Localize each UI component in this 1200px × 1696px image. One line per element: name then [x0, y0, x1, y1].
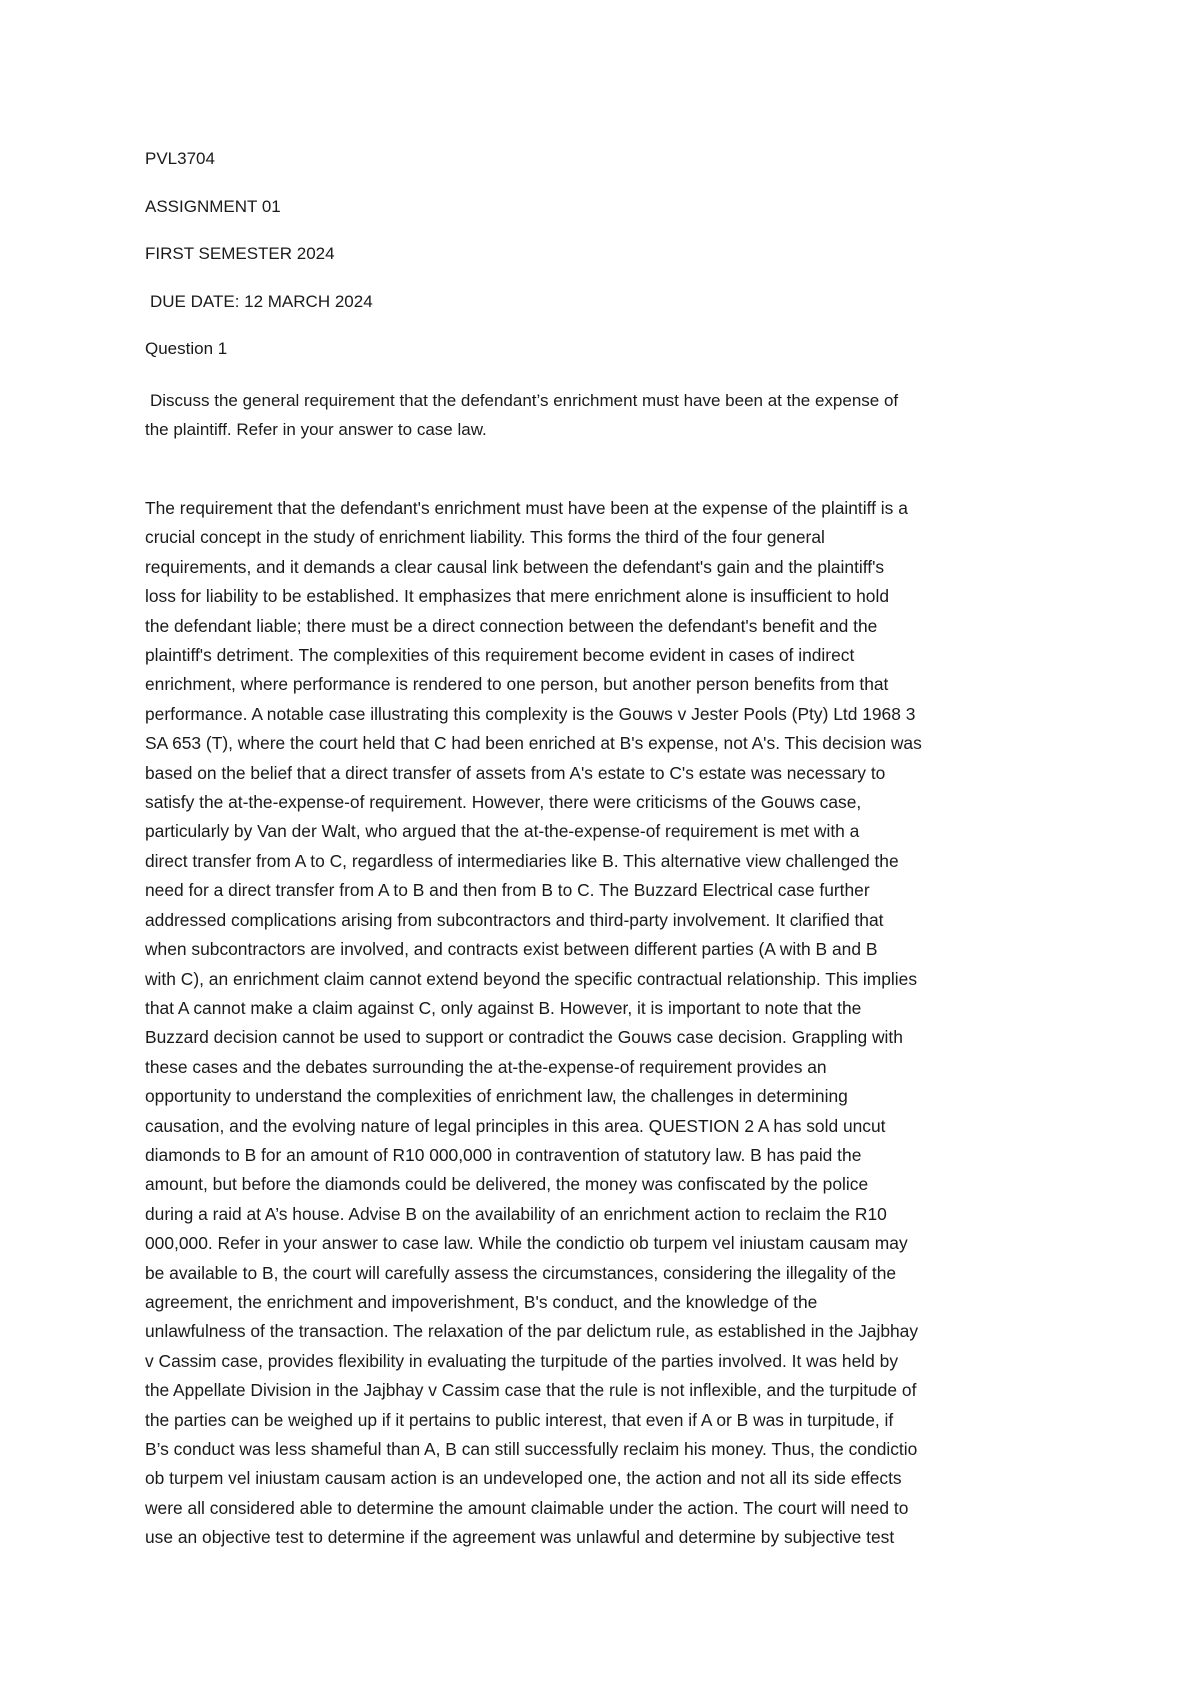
answer-line: v Cassim case, provides flexibility in evaluating the turpitude of the parties involved. It was held by: [145, 1350, 899, 1371]
answer-line: SA 653 (T), where the court held that C had been enriched at B's expense, not A's. This decision was: [145, 733, 922, 754]
answer-line: causation, and the evolving nature of legal principles in this area. QUESTION 2 A has sold uncut: [145, 1115, 886, 1136]
answer-line: agreement, the enrichment and impoverishment, B's conduct, and the knowledge of the: [145, 1291, 818, 1312]
answer-line: The requirement that the defendant's enrichment must have been at the expense of the plaintiff is a: [145, 498, 908, 518]
answer-line: these cases and the debates surrounding the at-the-expense-of requirement provides an: [145, 1056, 827, 1077]
answer-line: particularly by Van der Walt, who argued that the at-the-expense-of requirement is met with a: [145, 821, 860, 842]
answer-line: crucial concept in the study of enrichment liability. This forms the third of the four general: [145, 527, 825, 548]
answer-line: based on the belief that a direct transfer of assets from A's estate to C's estate was necessary to: [145, 762, 886, 783]
answer-line: direct transfer from A to C, regardless of intermediaries like B. This alternative view challenged the: [145, 850, 899, 871]
question-label: Question 1: [145, 339, 228, 358]
answer-line: that A cannot make a claim against C, only against B. However, it is important to note that the: [145, 997, 862, 1018]
answer-line: satisfy the at-the-expense-of requirement. However, there were criticisms of the Gouws case,: [145, 792, 862, 813]
answer-line: be available to B, the court will carefully assess the circumstances, considering the illegality of the: [145, 1262, 897, 1283]
answer-line: plaintiff's detriment. The complexities of this requirement become evident in cases of indirect: [145, 645, 855, 666]
answer-line: diamonds to B for an amount of R10 000,000 in contravention of statutory law. B has paid the: [145, 1144, 862, 1165]
answer-line: 000,000. Refer in your answer to case law. While the condictio ob turpem vel iniustam causam may: [145, 1233, 908, 1254]
answer-line: unlawfulness of the transaction. The relaxation of the par delictum rule, as established in the Jajbhay: [145, 1321, 919, 1342]
answer-line: B’s conduct was less shameful than A, B can still successfully reclaim his money. Thus, the condictio: [145, 1439, 918, 1459]
answer-line: Buzzard decision cannot be used to support or contradict the Gouws case decision. Grappling with: [145, 1027, 903, 1048]
answer-line: when subcontractors are involved, and contracts exist between different parties (A with B and B: [145, 939, 878, 960]
answer-line: use an objective test to determine if the agreement was unlawful and determine by subjective test: [145, 1527, 895, 1548]
answer-line: addressed complications arising from subcontractors and third-party involvement. It clarified that: [145, 909, 884, 930]
answer-body: [145, 494, 1075, 1553]
answer-line: during a raid at A’s house. Advise B on the availability of an enrichment action to reclaim the R10: [145, 1203, 887, 1224]
question-line: the plaintiff. Refer in your answer to case law.: [145, 420, 487, 439]
question-line: Discuss the general requirement that the defendant’s enrichment must have been at the expense of: [150, 390, 899, 410]
answer-line: performance. A notable case illustrating this complexity is the Gouws v Jester Pools (Pty) Ltd 1968 3: [145, 703, 916, 724]
answer-line: need for a direct transfer from A to B and then from B to C. The Buzzard Electrical case further: [145, 880, 870, 901]
answer-line: the defendant liable; there must be a direct connection between the defendant's benefit and the: [145, 615, 878, 636]
course-code: PVL3704: [145, 149, 215, 168]
due-date: DUE DATE: 12 MARCH 2024: [150, 291, 373, 311]
answer-line: loss for liability to be established. It emphasizes that mere enrichment alone is insufficient to hold: [145, 586, 890, 607]
document-header: [145, 148, 1070, 445]
answer-line: the parties can be weighed up if it pertains to public interest, that even if A or B was in turpitude, if: [145, 1409, 894, 1430]
question-text: [145, 386, 1070, 445]
answer-line: requirements, and it demands a clear causal link between the defendant's gain and the plaintiff's: [145, 556, 885, 577]
answer-line: amount, but before the diamonds could be delivered, the money was confiscated by the police: [145, 1174, 869, 1195]
assignment-title: ASSIGNMENT 01: [145, 196, 281, 216]
semester: FIRST SEMESTER 2024: [145, 244, 335, 263]
answer-line: with C), an enrichment claim cannot extend beyond the specific contractual relationship. This implies: [145, 968, 918, 989]
answer-line: the Appellate Division in the Jajbhay v Cassim case that the rule is not inflexible, and the turpitude of: [145, 1380, 917, 1401]
answer-line: were all considered able to determine the amount claimable under the action. The court will need to: [145, 1497, 909, 1518]
answer-line: enrichment, where performance is rendered to one person, but another person benefits from that: [145, 674, 889, 695]
answer-line: opportunity to understand the complexities of enrichment law, the challenges in determining: [145, 1086, 848, 1107]
answer-line: ob turpem vel iniustam causam action is an undeveloped one, the action and not all its side effects: [145, 1468, 902, 1489]
